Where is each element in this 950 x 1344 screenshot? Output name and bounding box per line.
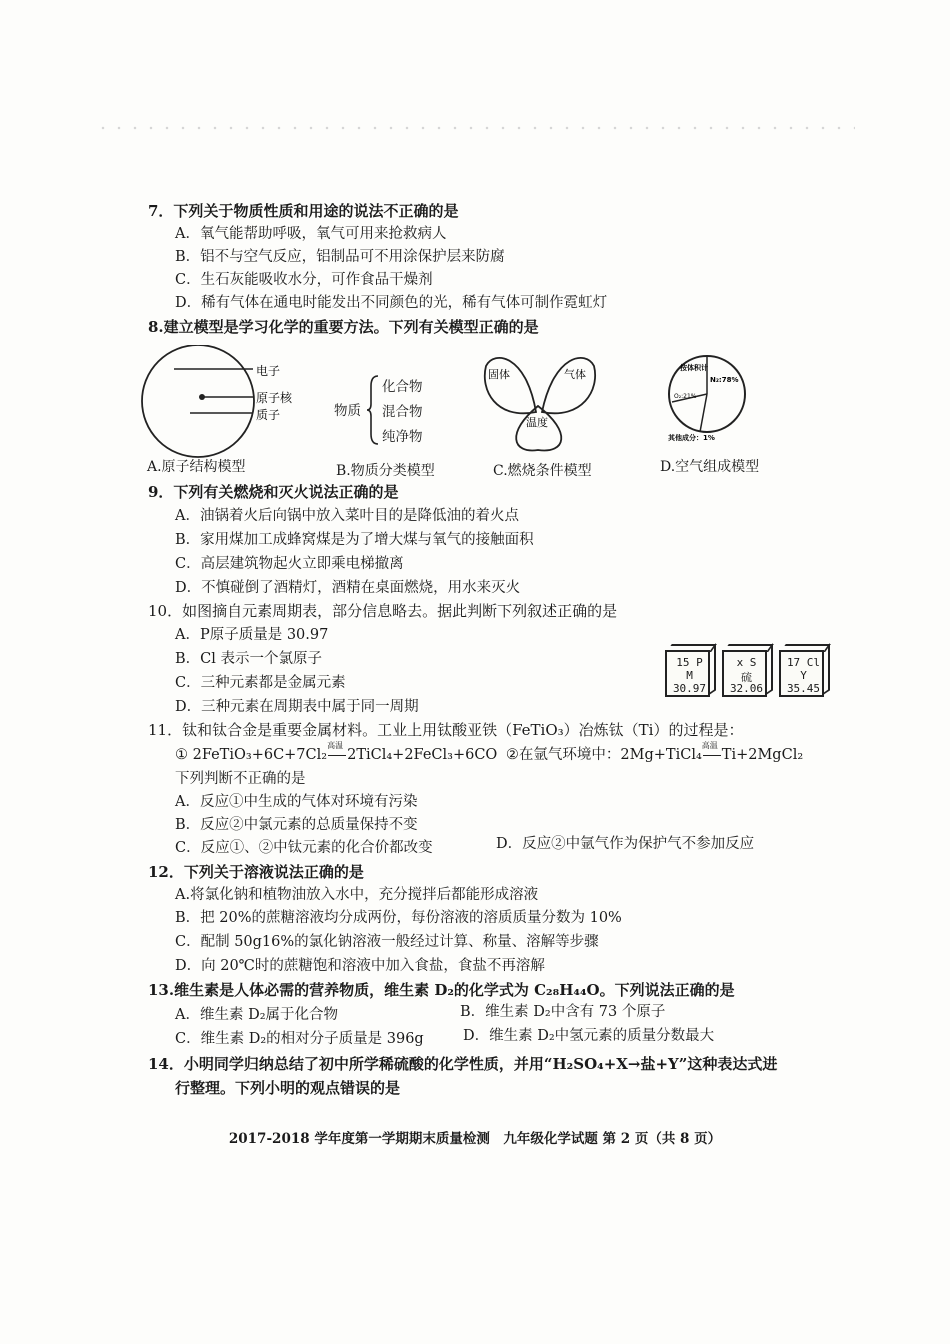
scan-dot-line	[95, 126, 855, 130]
q8-stem: 8.建立模型是学习化学的重要方法。下列有关模型正确的是	[148, 318, 539, 336]
q9-option-c: C．高层建筑物起火立即乘电梯撤离	[175, 556, 404, 572]
atom-label: 质子	[256, 408, 281, 422]
air-composition-figure	[662, 350, 752, 442]
q11-option-a: A．反应①中生成的气体对环境有污染	[175, 794, 418, 810]
equation-1-reactants: ① 2FeTiO₃+6C+7Cl₂	[175, 747, 328, 763]
tile-name: 硫	[741, 671, 752, 684]
class-root: 物质	[334, 403, 361, 419]
q13-stem: 13.维生素是人体必需的营养物质，维生素 D₂的化学式为 C₂₈H₄₄O。下列说法正确的是	[148, 981, 735, 999]
q10-option-a: A．P原子质量是 30.97	[175, 627, 329, 643]
page-footer: 2017-2018 学年度第一学期期末质量检测 九年级化学试题 第 2 页（共 8 页）	[228, 1131, 722, 1147]
q12-stem: 12．下列关于溶液说法正确的是	[148, 863, 364, 881]
q8-caption-d: D.空气组成模型	[660, 459, 760, 475]
q8-caption-c: C.燃烧条件模型	[493, 463, 592, 479]
q9-stem: 9．下列有关燃烧和灭火说法正确的是	[148, 483, 399, 501]
equation-1-products: 2TiCl₄+2FeCl₃+6CO	[347, 747, 498, 763]
q13-option-a: A．维生素 D₂属于化合物	[175, 1007, 339, 1023]
fire-label: 固体	[488, 368, 510, 381]
q11-sub-stem: 下列判断不正确的是	[175, 771, 306, 787]
q7-option-c: C．生石灰能吸收水分，可作食品干燥剂	[175, 272, 433, 288]
q12-option-b: B．把 20%的蔗糖溶液均分成两份，每份溶液的溶质质量分数为 10%	[175, 910, 622, 926]
q12-option-a: A.将氯化钠和植物油放入水中，充分搅拌后都能形成溶液	[175, 887, 539, 903]
q11-equations	[175, 741, 804, 765]
q7-option-b: B．铝不与空气反应，铝制品可不用涂保护层来防腐	[175, 249, 505, 265]
q13-option-c: C．维生素 D₂的相对分子质量是 396g	[175, 1031, 424, 1047]
air-label: 按体积计	[680, 364, 708, 372]
tile-number-symbol: x S	[736, 656, 757, 669]
tile-name: Y	[800, 669, 807, 682]
q13-option-b: B．维生素 D₂中含有 73 个原子	[460, 1004, 666, 1020]
atom-label: 原子核	[256, 391, 293, 405]
equation-condition-arrow	[327, 741, 347, 765]
q11-option-c: C．反应①、②中钛元素的化合价都改变	[175, 840, 433, 856]
equation-condition-arrow	[701, 741, 722, 765]
q14-stem-line-1: 14．小明同学归纳总结了初中所学稀硫酸的化学性质，并用“H₂SO₄+X→盐+Y”这种表达式进	[148, 1055, 778, 1073]
atom-outline	[142, 345, 254, 457]
element-tile-p	[665, 644, 718, 699]
q7-option-d: D．稀有气体在通电时能发出不同颜色的光，稀有气体可制作霓虹灯	[175, 295, 608, 311]
air-label: O₂:21%	[674, 393, 697, 400]
class-item: 纯净物	[382, 429, 423, 445]
brace-icon	[366, 374, 380, 446]
tile-mass: 30.97	[672, 682, 707, 695]
equation-2-products: Ti+2MgCl₂	[721, 747, 804, 763]
equation-condition: 高温	[327, 741, 344, 750]
class-item: 化合物	[382, 379, 423, 395]
q9-option-b: B．家用煤加工成蜂窝煤是为了增大煤与氧气的接触面积	[175, 532, 534, 548]
class-item: 混合物	[382, 404, 423, 420]
tile-mass: 32.06	[729, 682, 764, 695]
air-label: N₂:78%	[710, 376, 739, 384]
q8-caption-b: B.物质分类模型	[336, 463, 435, 479]
q10-option-c: C．三种元素都是金属元素	[175, 675, 346, 691]
equation-condition: 高温	[701, 741, 718, 750]
q7-option-a: A．氧气能帮助呼吸，氧气可用来抢救病人	[175, 226, 447, 242]
q11-option-b: B．反应②中氯元素的总质量保持不变	[175, 817, 418, 833]
q11-stem: 11．钛和钛合金是重要金属材料。工业上用钛酸亚铁（FeTiO₃）冶炼钛（Ti）的过程是：	[148, 721, 744, 739]
q13-option-d: D．维生素 D₂中氢元素的质量分数最大	[463, 1028, 715, 1044]
q10-option-b: B．Cl 表示一个氯原子	[175, 651, 322, 667]
fire-label: 温度	[526, 416, 548, 429]
q12-option-c: C．配制 50g16%的氯化钠溶液一般经过计算、称量、溶解等步骤	[175, 934, 599, 950]
element-tile-s	[722, 644, 775, 699]
q14-stem-line-2: 行整理。下列小明的观点错误的是	[175, 1079, 401, 1097]
fire-label: 气体	[564, 368, 586, 381]
q12-option-d: D．向 20℃时的蔗糖饱和溶液中加入食盐，食盐不再溶解	[175, 958, 545, 974]
combustion-model-figure	[476, 350, 611, 455]
q9-option-a: A．油锅着火后向锅中放入菜叶目的是降低油的着火点	[175, 508, 519, 524]
equation-2-reactants: ②在氩气环境中：2Mg+TiCl₄	[505, 747, 702, 763]
q10-stem: 10．如图摘自元素周期表，部分信息略去。据此判断下列叙述正确的是	[148, 602, 618, 620]
air-label: 其他成分：1%	[668, 434, 715, 442]
tile-number-symbol: 17 Cl	[786, 656, 821, 669]
q9-option-d: D．不慎碰倒了酒精灯，酒精在桌面燃烧，用水来灭火	[175, 580, 521, 596]
atom-model-figure	[140, 345, 310, 463]
q8-caption-a: A.原子结构模型	[147, 459, 246, 475]
tile-number-symbol: 15 P	[676, 656, 703, 669]
q11-option-d: D．反应②中氩气作为保护气不参加反应	[496, 836, 755, 852]
element-tile-cl	[779, 644, 832, 699]
tile-name: M	[686, 669, 693, 682]
q10-option-d: D．三种元素在周期表中属于同一周期	[175, 699, 419, 715]
q7-stem: 7．下列关于物质性质和用途的说法不正确的是	[148, 202, 459, 220]
atom-label: 电子	[256, 364, 281, 378]
tile-mass: 35.45	[786, 682, 821, 695]
